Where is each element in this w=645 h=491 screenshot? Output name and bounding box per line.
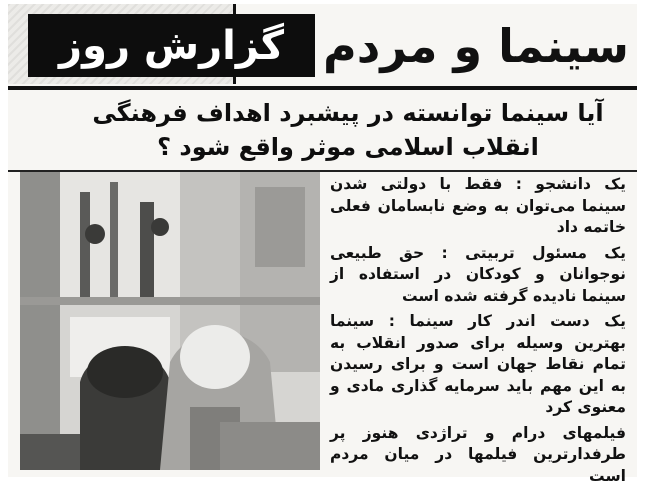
header-title-block: گزارش روز — [28, 14, 315, 77]
paragraph-filmmaker: یک دست اندر کار سینما : سینما بهترین وسیله برای صدور انقلاب به تمام نقاط جهان است و برای رسیدن به این مهم باید سرمایه گذاری مادی و معنوی کرد — [330, 312, 626, 416]
paragraph-educator: یک مسئول تربیتی : حق طبیعی نوجوانان و کودکان در استفاده از سینما نادیده گرفته شده است — [330, 243, 626, 305]
header-rule — [8, 86, 637, 90]
article-photo — [20, 172, 320, 470]
header — [8, 4, 637, 86]
article-body — [330, 174, 626, 491]
paragraph-student: یک دانشجو : فقط با دولتی شدن سینما می‌توان به وضع نابسامان فعلی خاتمه داد — [330, 175, 626, 236]
header-title-plain: سینما و مردم — [323, 19, 629, 73]
headline-line-2: انقلاب اسلامی موثر واقع شود ؟ — [157, 133, 539, 161]
headline-line-1: آیا سینما توانسته در پیشبرد اهداف فرهنگی — [92, 99, 604, 127]
paragraph-drama: فیلمهای درام و تراژدی هنوز پر طرفدارترین فیلمها در میان مردم است — [330, 423, 626, 485]
photo-illustration — [20, 172, 320, 470]
newspaper-clipping — [8, 4, 637, 485]
headline — [68, 96, 628, 164]
